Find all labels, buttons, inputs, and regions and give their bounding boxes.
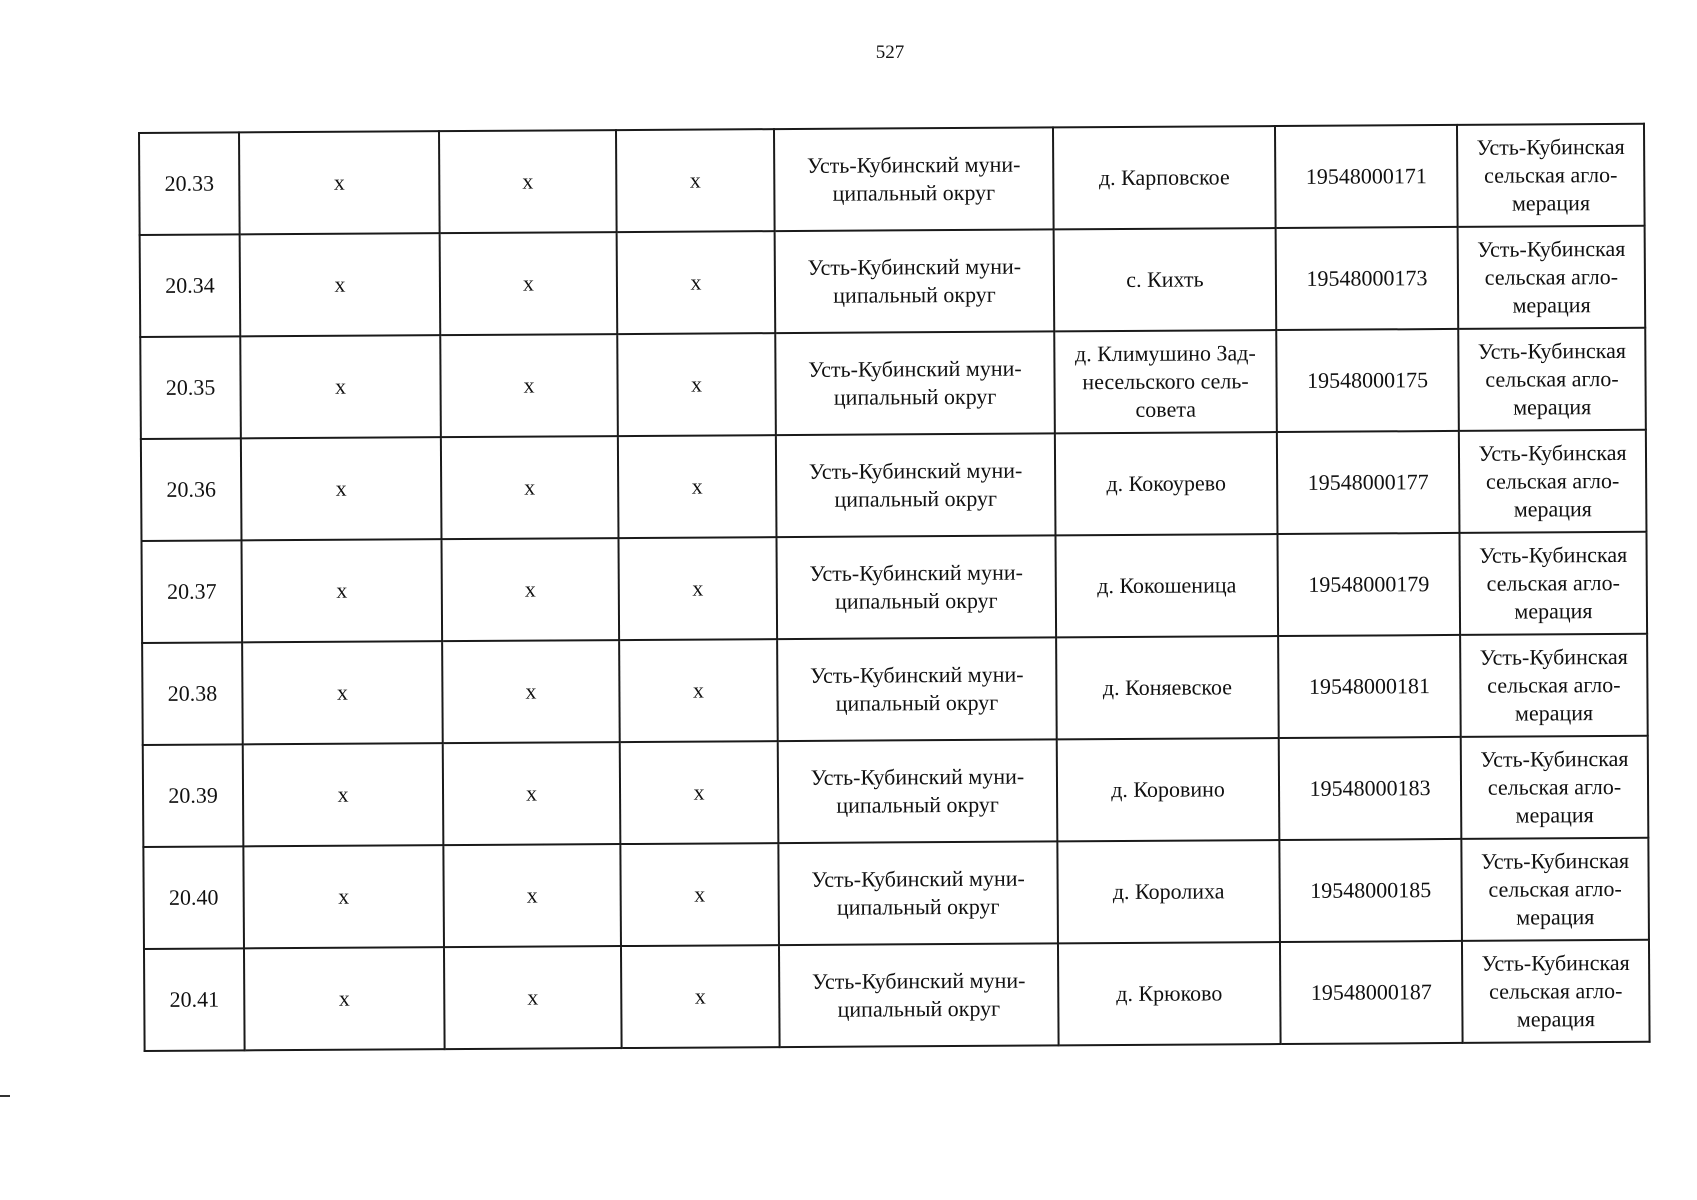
x-mark-cell: х — [617, 333, 776, 436]
settlement-cell: д. Климушино Зад- несельского сель- совета — [1054, 330, 1277, 433]
row-number-cell: 20.36 — [141, 438, 242, 541]
code-cell: 19548000171 — [1275, 125, 1458, 228]
agglomeration-cell: Усть-Кубинская сельская агло- мерация — [1457, 124, 1645, 227]
district-cell: Усть-Кубинский муни- ципальный округ — [778, 841, 1058, 945]
x-mark-cell: х — [243, 845, 444, 948]
x-mark-cell: х — [618, 435, 777, 538]
settlement-cell: д. Кокоурево — [1055, 432, 1278, 535]
x-mark-cell: х — [440, 232, 618, 335]
district-cell: Усть-Кубинский муни- ципальный округ — [775, 229, 1055, 333]
agglomeration-cell: Усть-Кубинская сельская агло- мерация — [1460, 634, 1648, 737]
x-mark-cell: х — [621, 945, 780, 1048]
code-cell: 19548000187 — [1280, 941, 1463, 1044]
code-cell: 19548000173 — [1276, 227, 1459, 330]
settlement-cell: д. Кокошеница — [1055, 534, 1278, 637]
table-row — [140, 328, 1646, 439]
settlement-cell: д. Карповское — [1053, 126, 1276, 229]
page-number: 527 — [875, 42, 905, 63]
settlement-cell: д. Коровино — [1057, 738, 1280, 841]
code-cell: 19548000177 — [1277, 431, 1460, 534]
row-number-cell: 20.40 — [143, 846, 244, 949]
x-mark-cell: х — [444, 946, 622, 1049]
row-number-cell: 20.39 — [143, 744, 244, 847]
x-mark-cell: х — [618, 537, 777, 640]
x-mark-cell: х — [239, 131, 440, 234]
x-mark-cell: х — [242, 641, 443, 744]
x-mark-cell: х — [241, 437, 442, 540]
table-row — [141, 430, 1647, 541]
district-cell: Усть-Кубинский муни- ципальный округ — [779, 943, 1059, 1047]
x-mark-cell: х — [243, 743, 444, 846]
x-mark-cell: х — [617, 231, 776, 334]
code-cell: 19548000179 — [1277, 533, 1460, 636]
table-row — [143, 736, 1649, 847]
row-number-cell: 20.34 — [140, 234, 241, 337]
x-mark-cell: х — [440, 334, 618, 437]
code-cell: 19548000181 — [1278, 635, 1461, 738]
x-mark-cell: х — [240, 233, 441, 336]
x-mark-cell: х — [240, 335, 441, 438]
x-mark-cell: х — [441, 436, 619, 539]
margin-mark — [0, 1095, 10, 1097]
settlements-table — [138, 123, 1651, 1052]
agglomeration-cell: Усть-Кубинская сельская агло- мерация — [1459, 430, 1647, 533]
district-cell: Усть-Кубинский муни- ципальный округ — [776, 433, 1056, 537]
table-row — [143, 838, 1649, 949]
agglomeration-cell: Усть-Кубинская сельская агло- мерация — [1461, 736, 1649, 839]
code-cell: 19548000183 — [1279, 737, 1462, 840]
table-row — [141, 532, 1647, 643]
x-mark-cell: х — [620, 741, 779, 844]
district-cell: Усть-Кубинский муни- ципальный округ — [778, 739, 1058, 843]
district-cell: Усть-Кубинский муни- ципальный округ — [776, 535, 1056, 639]
table-row — [142, 634, 1648, 745]
agglomeration-cell: Усть-Кубинская сельская агло- мерация — [1459, 532, 1647, 635]
table-row — [140, 226, 1646, 337]
table-row — [144, 940, 1650, 1051]
x-mark-cell: х — [439, 130, 617, 233]
settlement-cell: д. Крюково — [1058, 942, 1281, 1045]
x-mark-cell: х — [244, 947, 445, 1050]
code-cell: 19548000175 — [1276, 329, 1459, 432]
row-number-cell: 20.41 — [144, 948, 245, 1051]
settlement-cell: д. Коняевское — [1056, 636, 1279, 739]
row-number-cell: 20.37 — [141, 540, 242, 643]
x-mark-cell: х — [443, 742, 621, 845]
x-mark-cell: х — [241, 539, 442, 642]
row-number-cell: 20.38 — [142, 642, 243, 745]
x-mark-cell: х — [616, 129, 775, 232]
x-mark-cell: х — [443, 844, 621, 947]
district-cell: Усть-Кубинский муни- ципальный округ — [775, 331, 1055, 435]
settlement-cell: с. Кихть — [1054, 228, 1277, 331]
x-mark-cell: х — [441, 538, 619, 641]
agglomeration-cell: Усть-Кубинская сельская агло- мерация — [1462, 940, 1650, 1043]
code-cell: 19548000185 — [1279, 839, 1462, 942]
district-cell: Усть-Кубинский муни- ципальный округ — [777, 637, 1057, 741]
x-mark-cell: х — [620, 843, 779, 946]
agglomeration-cell: Усть-Кубинская сельская агло- мерация — [1461, 838, 1649, 941]
agglomeration-cell: Усть-Кубинская сельская агло- мерация — [1458, 226, 1646, 329]
district-cell: Усть-Кубинский муни- ципальный округ — [774, 127, 1054, 231]
row-number-cell: 20.35 — [140, 336, 241, 439]
x-mark-cell: х — [619, 639, 778, 742]
row-number-cell: 20.33 — [139, 132, 240, 235]
settlement-cell: д. Королиха — [1057, 840, 1280, 943]
table-row — [139, 124, 1645, 235]
agglomeration-cell: Усть-Кубинская сельская агло- мерация — [1458, 328, 1646, 431]
x-mark-cell: х — [442, 640, 620, 743]
